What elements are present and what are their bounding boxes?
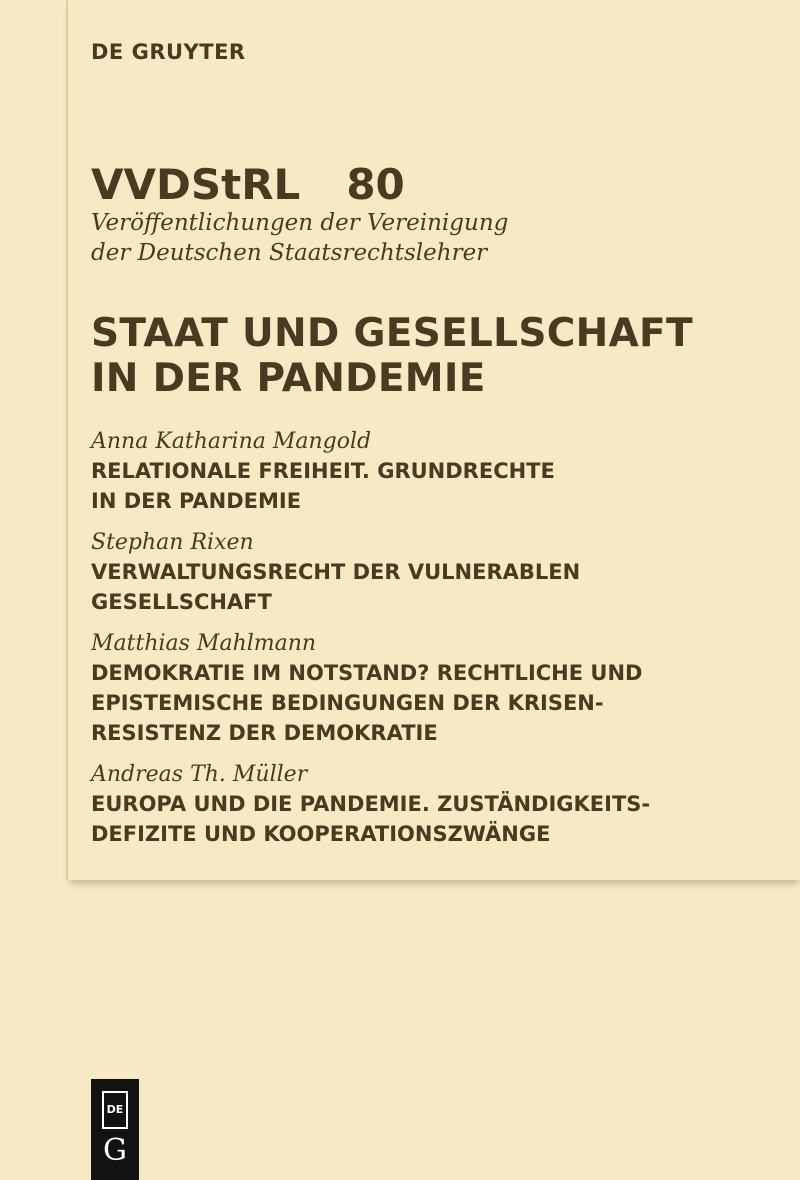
contribution-author: Stephan Rixen (91, 530, 254, 555)
contribution-title-line: EUROPA UND DIE PANDEMIE. ZUSTÄNDIGKEITS- (91, 792, 651, 816)
series-abbreviation: VVDStRL (91, 160, 301, 209)
contribution-title-line: GESELLSCHAFT (91, 590, 272, 614)
contribution-title-line: EPISTEMISCHE BEDINGUNGEN DER KRISEN- (91, 691, 604, 715)
contributions-list (91, 428, 781, 862)
logo-g-letter: G (103, 1133, 127, 1168)
contribution-author: Andreas Th. Müller (91, 762, 308, 787)
contribution-author: Anna Katharina Mangold (91, 429, 372, 454)
contribution-title-line: RESISTENZ DER DEMOKRATIE (91, 721, 438, 745)
contribution-title-line: VERWALTUNGSRECHT DER VULNERABLEN (91, 560, 581, 584)
publisher-name: DE GRUYTER (91, 40, 246, 64)
book-title-line: IN DER PANDEMIE (91, 356, 486, 401)
series-subtitle-line: der Deutschen Staatsrechtslehrer (91, 240, 488, 266)
series-subtitle (91, 208, 508, 268)
contribution-rixen (91, 529, 781, 617)
book-title (91, 311, 693, 401)
contribution-mueller (91, 761, 781, 849)
book-title-line: STAAT UND GESELLSCHAFT (91, 311, 693, 356)
contribution-author: Matthias Mahlmann (91, 631, 317, 656)
contribution-title (91, 456, 781, 516)
contribution-title (91, 658, 781, 748)
contribution-title-line: IN DER PANDEMIE (91, 489, 302, 513)
publisher-logo-icon (91, 1079, 139, 1180)
logo-de-box (102, 1091, 128, 1129)
contribution-title-line: DEMOKRATIE IM NOTSTAND? RECHTLICHE UND (91, 661, 643, 685)
contribution-title (91, 789, 781, 849)
contribution-title-line: RELATIONALE FREIHEIT. GRUNDRECHTE (91, 459, 555, 483)
logo-de-text: DE (106, 1103, 124, 1116)
contribution-mangold (91, 428, 781, 516)
series-heading (91, 160, 405, 209)
series-subtitle-line: Veröffentlichungen der Vereinigung (91, 210, 509, 236)
volume-number: 80 (346, 160, 405, 209)
contribution-title-line: DEFIZITE UND KOOPERATIONSZWÄNGE (91, 822, 551, 846)
contribution-title (91, 557, 781, 617)
contribution-mahlmann (91, 630, 781, 748)
